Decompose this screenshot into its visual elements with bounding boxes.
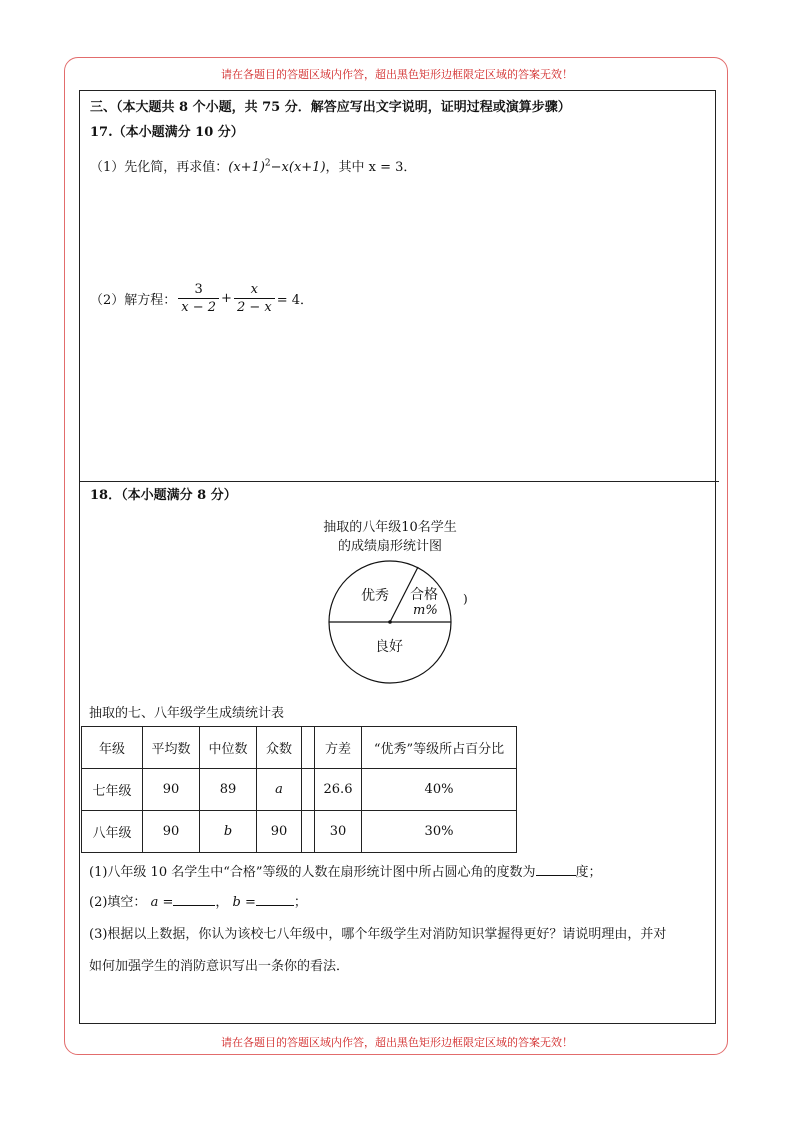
q18-sub2-a-label: a = (150, 895, 174, 910)
table-cell: 七年级 (82, 769, 143, 811)
q17-fraction-1 (178, 282, 219, 315)
answer-blank-degrees[interactable] (536, 863, 576, 876)
q18-sub1-text: (1)八年级 10 名学生中“合格”等级的人数在扇形统计图中所占圆心角的度数为 (89, 865, 536, 880)
bottom-notice: 请在各题目的答题区域内作答，超出黑色矩形边框限定区域的答案无效！ (221, 1036, 573, 1049)
pie-label-excellent: 优秀 (361, 588, 389, 604)
q17-title: 17.（本小题满分 10 分） (90, 125, 244, 140)
pie-title-line1: 抽取的八年级10名学生 (323, 520, 457, 535)
table-header-cell (302, 727, 315, 769)
q17-fraction-2 (234, 282, 275, 315)
section-heading: 三、（本大题共 8 个小题，共 75 分．解答应写出文字说明，证明过程或演算步骤） (90, 100, 571, 115)
table-row (82, 811, 517, 853)
q17-part1 (90, 156, 416, 175)
stray-bracket: ) (463, 592, 468, 606)
pie-title-line2: 的成绩扇形统计图 (337, 539, 442, 554)
table-cell: 90 (143, 769, 200, 811)
q18-sub2-b-label: b = (232, 895, 256, 910)
table-cell: 90 (143, 811, 200, 853)
q18-sub2-end: ； (293, 895, 307, 910)
table-cell: 八年级 (82, 811, 143, 853)
q17-part2-label: （2）解方程： (90, 293, 177, 308)
top-notice: 请在各题目的答题区域内作答，超出黑色矩形边框限定区域的答案无效！ (221, 68, 573, 81)
table-cell: 30 (315, 811, 362, 853)
table-header-cell: 众数 (257, 727, 302, 769)
q18-sub3-line2: 如何加强学生的消防意识写出一条你的看法． (89, 959, 350, 974)
stats-table (81, 726, 517, 853)
q17-frac1-denominator: x − 2 (181, 300, 217, 315)
answer-blank-b[interactable] (256, 893, 294, 906)
pie-label-pass: 合格 (410, 587, 438, 603)
table-header-cell: “优秀”等级所占百分比 (362, 727, 517, 769)
q18-sub3-line1: (3)根据以上数据，你认为该校七八年级中，哪个年级学生对消防知识掌握得更好？请说明理由，并对 (89, 927, 667, 942)
table-header-row (82, 727, 517, 769)
pie-label-good: 良好 (375, 639, 403, 655)
pie-label-pass-percent: m% (413, 603, 438, 618)
table-cell: 26.6 (315, 769, 362, 811)
q18-sub2-sep: ， (215, 895, 229, 910)
q17-part2 (90, 282, 313, 315)
q17-plus: + (221, 291, 232, 306)
q17-part1-expr-a: (x+1) (228, 160, 265, 175)
answer-blank-a[interactable] (173, 893, 215, 906)
pie-center (388, 620, 392, 624)
table-cell: b (200, 811, 257, 853)
q18-sub2-prefix: (2)填空： (89, 895, 147, 910)
table-cell: a (257, 769, 302, 811)
q18-title: 18．（本小题满分 8 分） (90, 488, 237, 503)
q18-sub2 (89, 891, 307, 910)
q17-rhs: = 4． (276, 293, 314, 308)
q17-frac2-denominator: 2 − x (236, 300, 272, 315)
q17-part1-expr-b: −x(x+1) (270, 160, 326, 175)
q17-frac2-numerator: x (234, 282, 275, 299)
table-header-cell: 平均数 (143, 727, 200, 769)
table-cell: 40% (362, 769, 517, 811)
q17-frac1-numerator: 3 (178, 282, 219, 299)
table-header-cell: 年级 (82, 727, 143, 769)
pie-chart (320, 560, 490, 690)
q18-sub1 (89, 861, 602, 880)
table-cell: 30% (362, 811, 517, 853)
q17-part1-exponent: 2 (264, 158, 271, 169)
table-title: 抽取的七、八年级学生成绩统计表 (89, 706, 285, 721)
table-cell (302, 811, 315, 853)
table-row (82, 769, 517, 811)
table-cell (302, 769, 315, 811)
table-cell: 90 (257, 811, 302, 853)
table-header-cell: 方差 (315, 727, 362, 769)
q17-part1-label: （1）先化简，再求值： (90, 160, 229, 175)
table-cell: 89 (200, 769, 257, 811)
q17-part1-tail: ，其中 x = 3． (325, 160, 417, 175)
table-header-cell: 中位数 (200, 727, 257, 769)
q18-sub1-suffix: 度； (575, 865, 602, 880)
